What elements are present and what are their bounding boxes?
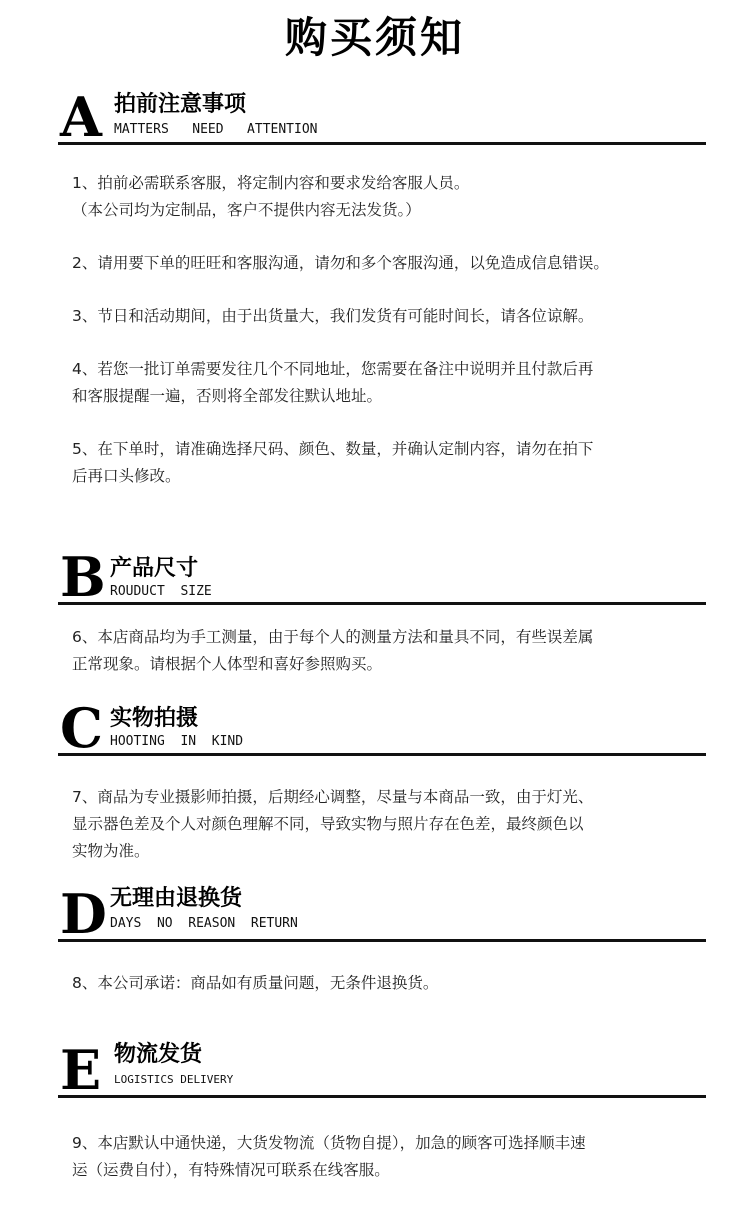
section-letter: E bbox=[60, 1038, 102, 1102]
section-title-cn: 物流发货 bbox=[114, 1042, 203, 1067]
notice-paragraph-7: 7、商品为专业摄影师拍摄，后期经心调整，尽量与本商品一致，由于灯光、 显示器色差及个人对颜色理解不同，导致实物与照片存在色差，最终颜色以 实物为准。 bbox=[72, 788, 594, 860]
page-title: 购买须知 bbox=[284, 13, 465, 62]
section-letter: A bbox=[60, 85, 102, 149]
section-title-cn: 拍前注意事项 bbox=[114, 92, 247, 117]
notice-paragraph-2: 2、请用要下单的旺旺和客服沟通，请勿和多个客服沟通，以免造成信息错误。 bbox=[72, 254, 609, 272]
section-title-en: LOGISTICS DELIVERY bbox=[114, 1073, 234, 1086]
section-header-e bbox=[58, 1036, 706, 1102]
section-header-a bbox=[58, 84, 706, 149]
section-header-d bbox=[58, 880, 706, 946]
notice-paragraph-4: 4、若您一批订单需要发往几个不同地址，您需要在备注中说明并且付款后再 和客服提醒一遍，否则将全部发往默认地址。 bbox=[72, 360, 594, 405]
section-header-c bbox=[58, 696, 706, 760]
section-title-cn: 实物拍摄 bbox=[110, 706, 199, 731]
section-header-b bbox=[58, 544, 706, 609]
notice-paragraph-5: 5、在下单时，请准确选择尺码、颜色、数量，并确认定制内容，请勿在拍下 后再口头修改。 bbox=[72, 440, 594, 485]
section-title-cn: 无理由退换货 bbox=[110, 886, 243, 911]
section-letter: C bbox=[60, 696, 103, 760]
section-title-cn: 产品尺寸 bbox=[110, 556, 199, 581]
section-title-en: HOOTING IN KIND bbox=[110, 734, 244, 749]
section-title-en: DAYS NO REASON RETURN bbox=[110, 916, 298, 931]
section-title-en: ROUDUCT SIZE bbox=[110, 584, 212, 599]
notice-paragraph-1: 1、拍前必需联系客服，将定制内容和要求发给客服人员。 （本公司均为定制品，客户不提供内容无法发货。） bbox=[72, 174, 470, 219]
notice-paragraph-9: 9、本店默认中通快递，大货发物流（货物自提），加急的顾客可选择顺丰速 运（运费自付），有特殊情况可联系在线客服。 bbox=[72, 1134, 586, 1179]
section-letter: D bbox=[60, 882, 107, 946]
notice-paragraph-8: 8、本公司承诺：商品如有质量问题，无条件退换货。 bbox=[72, 974, 439, 992]
section-title-en: MATTERS NEED ATTENTION bbox=[114, 122, 318, 137]
notice-paragraph-6: 6、本店商品均为手工测量，由于每个人的测量方法和量具不同，有些误差属 正常现象。请根据个人体型和喜好参照购买。 bbox=[72, 628, 594, 673]
notice-paragraph-3: 3、节日和活动期间，由于出货量大，我们发货有可能时间长，请各位谅解。 bbox=[72, 307, 594, 325]
section-letter: B bbox=[60, 545, 106, 609]
